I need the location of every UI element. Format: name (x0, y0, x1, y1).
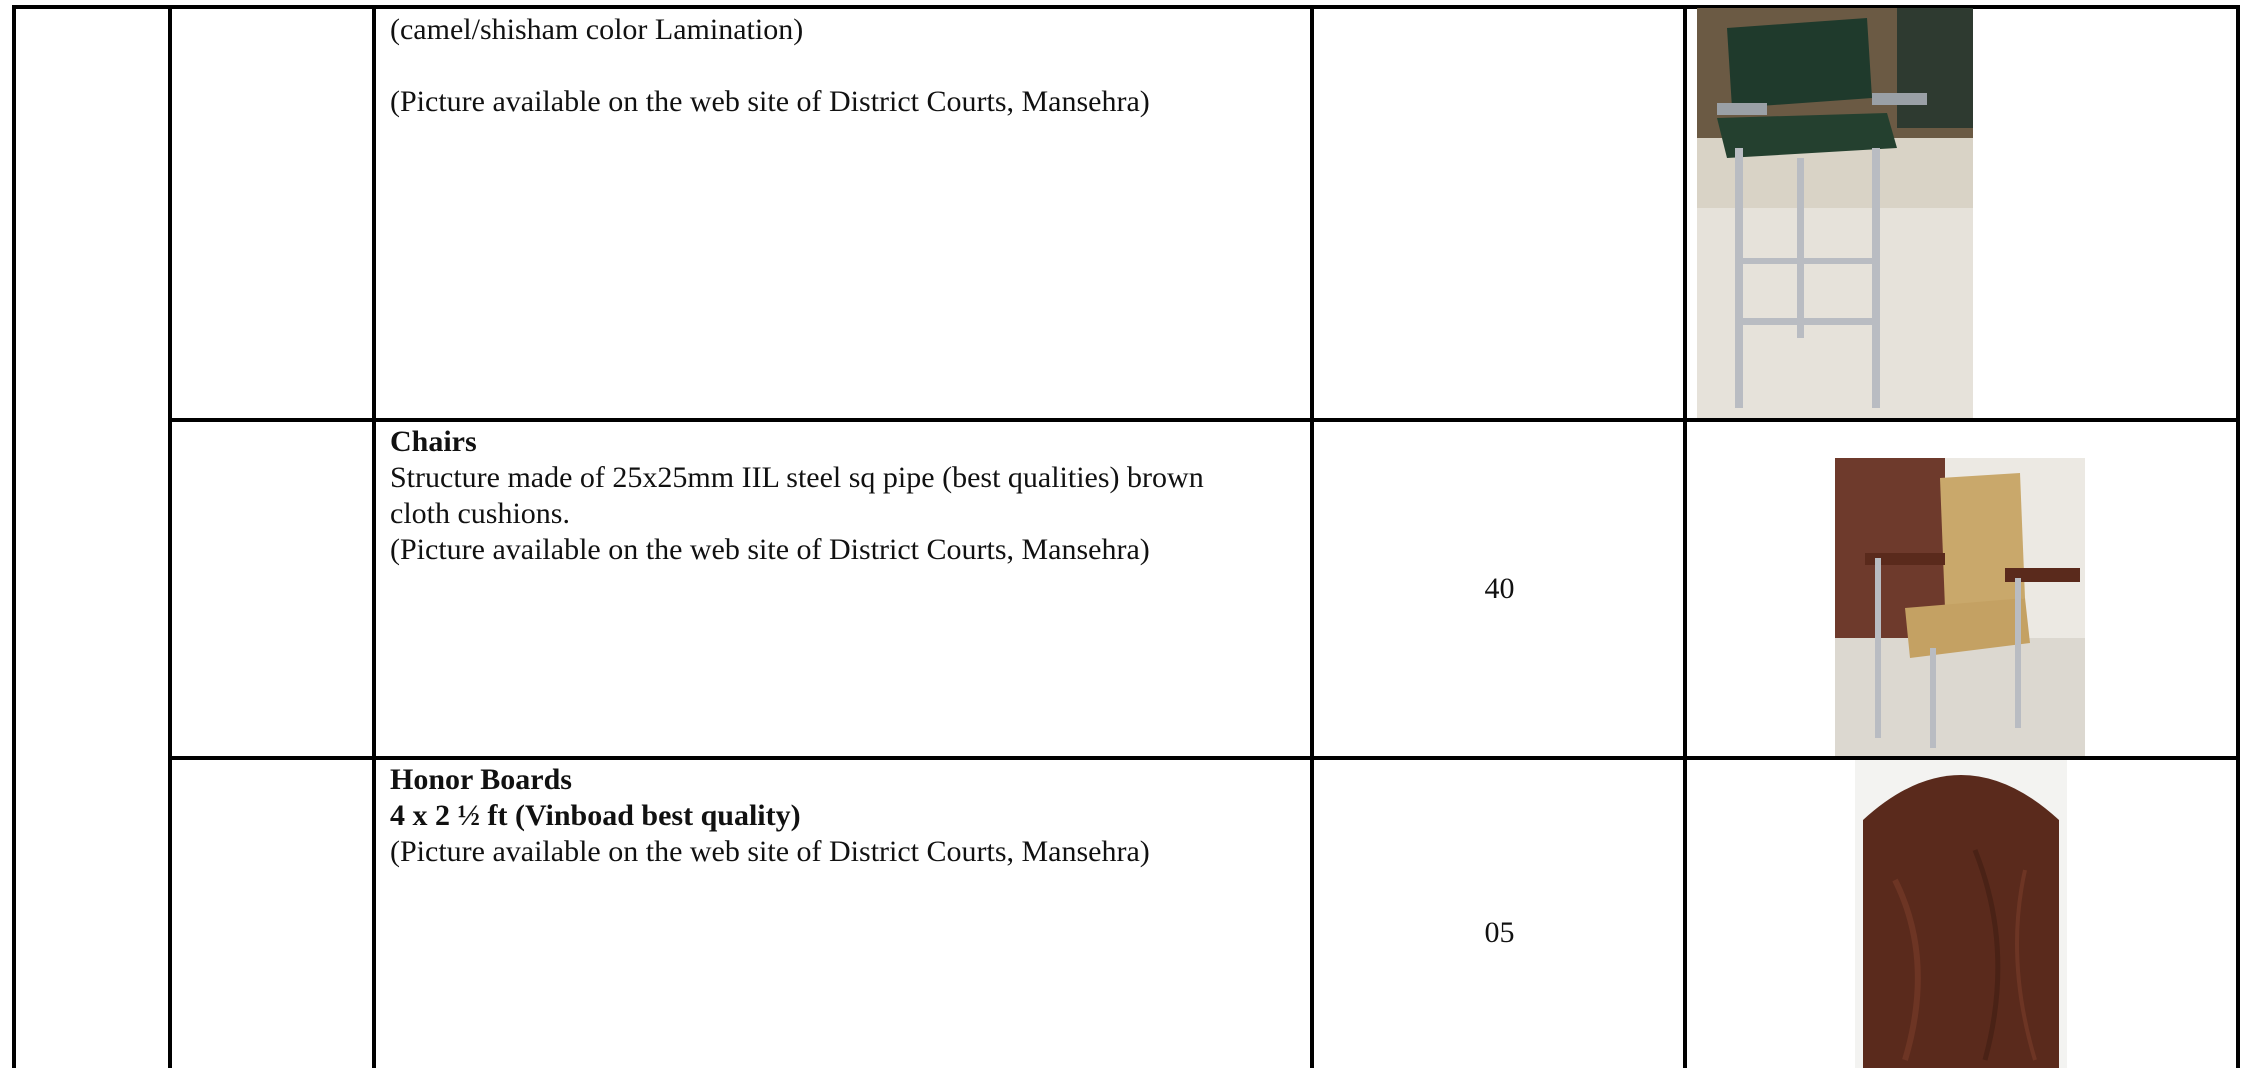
row3-description (390, 762, 1290, 870)
row-divider-1 (168, 418, 2240, 422)
row3-picture (1855, 760, 2067, 1068)
col-divider-1 (168, 5, 172, 1068)
row3-title: Honor Boards (390, 763, 572, 796)
row2-line-1: Structure made of 25x25mm IIL steel sq pipe (best qualities) brown (390, 461, 1204, 494)
bar-stool-image (1697, 8, 1973, 418)
chair-image (1835, 458, 2085, 756)
row3-line-1: (Picture available on the web site of District Courts, Mansehra) (390, 835, 1150, 868)
row2-picture (1835, 458, 2085, 756)
col-divider-0 (12, 5, 16, 1068)
row2-line-2: cloth cushions. (390, 497, 570, 530)
row2-description (390, 424, 1290, 568)
col-divider-5 (2236, 5, 2240, 1068)
row1-line-1: (camel/shisham color Lamination) (390, 13, 804, 46)
row2-line-3: (Picture available on the web site of District Courts, Mansehra) (390, 533, 1150, 566)
row3-subtitle: 4 x 2 ½ ft (Vinboad best quality) (390, 799, 801, 832)
row2-quantity: 40 (1484, 572, 1515, 605)
col-divider-3 (1310, 5, 1314, 1068)
row2-title: Chairs (390, 425, 477, 458)
col-divider-4 (1683, 5, 1687, 1068)
col-divider-2 (372, 5, 376, 1068)
honor-board-image (1855, 760, 2067, 1068)
row1-picture (1697, 8, 1973, 418)
row1-line-2: (Picture available on the web site of District Courts, Mansehra) (390, 85, 1150, 118)
row3-quantity: 05 (1484, 916, 1515, 949)
row1-description (390, 12, 1290, 120)
